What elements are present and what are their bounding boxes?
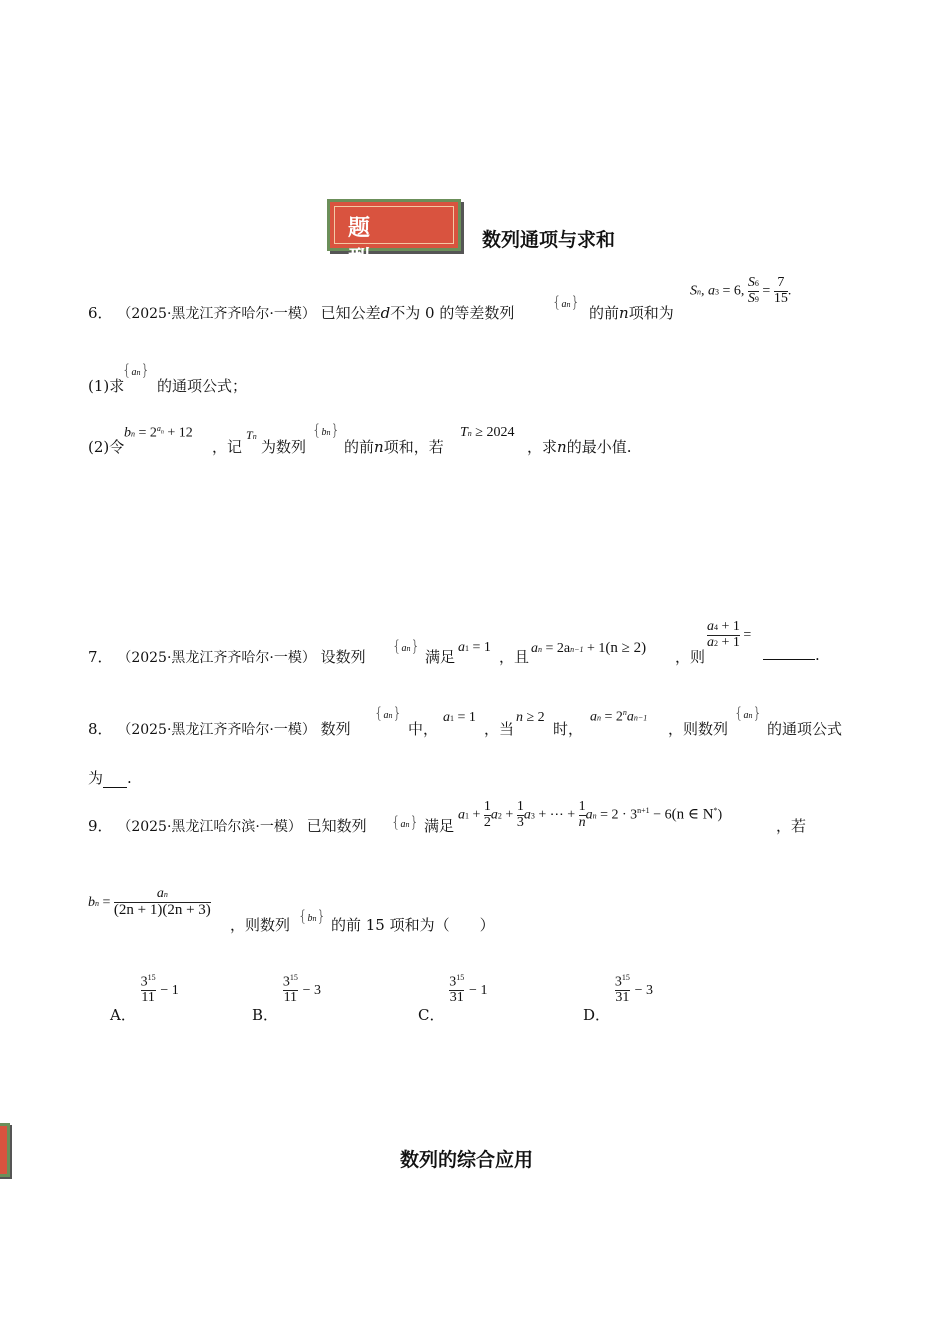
q7-fraction: $\frac{a4 + 1}{a2 + 1}$ = [707, 619, 752, 650]
q6-part2-text4: ，求n的最小值. [527, 438, 632, 456]
question-number: 6． [88, 304, 113, 322]
option-c[interactable]: C． $\frac{3^{15}}{31}$ − 1 [418, 973, 488, 1025]
q9-text3: ，若 [776, 817, 807, 835]
q8-a1: a1 = 1 [443, 710, 476, 725]
q6-part2-seq-bn: {bn} [312, 421, 341, 439]
q8-seq-an: {an} [374, 704, 403, 722]
q7-a1: a1 = 1 [458, 640, 491, 655]
question-source: （2025·黑龙江齐齐哈尔·一模） [117, 722, 316, 738]
q9-bn-def: bn = $\frac{an}{(2n + 1)(2n + 3)}$ [88, 886, 211, 918]
option-a[interactable]: A． $\frac{3^{15}}{11}$ − 1 [110, 973, 179, 1025]
q9-seq-an: {an} [391, 813, 420, 831]
q6-part2-text2: 为数列 [261, 438, 307, 456]
q6-text-tail: 的前n项和为 [589, 304, 674, 322]
q6-part2-bn-def: bn = $2^{a_n} + 12$ [124, 424, 193, 441]
q8-seq-an-2: {an} [734, 704, 763, 722]
q7-text3: ，且 [499, 648, 530, 666]
option-d[interactable]: D． $\frac{3^{15}}{31}$ − 3 [583, 973, 653, 1025]
q6-part2-ineq: Tn ≥ 2024 [460, 425, 515, 440]
q9-seq-bn: {bn} [298, 907, 327, 925]
q7-seq-an: {an} [392, 637, 421, 655]
q8-answer-blank[interactable] [103, 769, 127, 788]
q6-part2-text1: ，记 [212, 438, 243, 456]
q6-part1-seq: {an} [122, 361, 151, 379]
question-source: （2025·黑龙江哈尔滨·一模） [117, 819, 302, 835]
question-8: 8． （2025·黑龙江齐齐哈尔·一模） 数列 [88, 720, 351, 738]
q6-part2: (2)令 [88, 438, 125, 456]
q6-part2-Tn: Tn [246, 428, 257, 442]
q6-part2-text3: 的前n项和，若 [344, 438, 444, 456]
question-source: （2025·黑龙江齐齐哈尔·一模） [117, 650, 316, 666]
q7-end: . [815, 646, 820, 664]
q8-text2: 中， [408, 720, 439, 738]
q9-text5: 的前 15 项和为（ ） [331, 916, 495, 934]
section-tag-box [327, 199, 461, 272]
q7-recurrence: an = 2an−1 + 1(n ≥ 2) [531, 640, 647, 656]
question-number: 9． [88, 817, 113, 835]
question-7: 7． （2025·黑龙江齐齐哈尔·一模） 设数列 [88, 648, 366, 666]
q7-text4: ，则 [675, 648, 706, 666]
q7-text2: 满足 [425, 648, 456, 666]
q6-text: 已知公差 [320, 304, 381, 322]
q6-text: 不为 0 的等差数列 [390, 304, 515, 322]
q6-part1-text: 的通项公式； [157, 377, 248, 395]
section-tag-label: 题 型 [348, 215, 419, 272]
q7-answer-blank[interactable] [763, 659, 815, 660]
part1-label: (1)求 [88, 377, 125, 395]
section2-title: 数列的综合应用 [400, 1149, 534, 1171]
question-6 [88, 302, 514, 323]
q8-recurrence: an = $2^nan-1$ [590, 708, 648, 725]
q8-line2: 为 . [88, 769, 132, 787]
q8-text5: ，则数列 [668, 720, 729, 738]
q8-text6: 的通项公式 [767, 720, 843, 738]
question-number: 8． [88, 720, 113, 738]
q9-sum-expression: a1 + $\frac{1}{2}$ a2 + $\frac{1}{3}$ a3 + ⋯ + $\frac{1}{n}$ an = $2 \cdot 3^{n+1} - 6(n$ ∈ N*) [458, 799, 723, 830]
q6-seq-an: {an} [552, 293, 581, 311]
section2-tag-box-edge [0, 1123, 10, 1177]
option-b[interactable]: B． $\frac{3^{15}}{11}$ − 3 [252, 973, 321, 1025]
q8-text4: 时， [553, 720, 584, 738]
q6-math-condition: Sn, a3 = 6, $\frac{S6}{S9}$ = $\frac{7}{15}$ . [690, 275, 792, 306]
q6-part1 [88, 375, 124, 396]
section-title: 数列通项与求和 [482, 229, 616, 251]
q6-var-d: d [380, 304, 391, 322]
q9-text4: ，则数列 [230, 916, 291, 934]
q8-cond: n ≥ 2 [516, 710, 545, 725]
question-9: 9． （2025·黑龙江哈尔滨·一模） 已知数列 [88, 817, 367, 835]
question-number: 7． [88, 648, 113, 666]
question-source: （2025·黑龙江齐齐哈尔·一模） [117, 306, 316, 322]
q9-text2: 满足 [424, 817, 455, 835]
q8-text3: ，当 [484, 720, 515, 738]
